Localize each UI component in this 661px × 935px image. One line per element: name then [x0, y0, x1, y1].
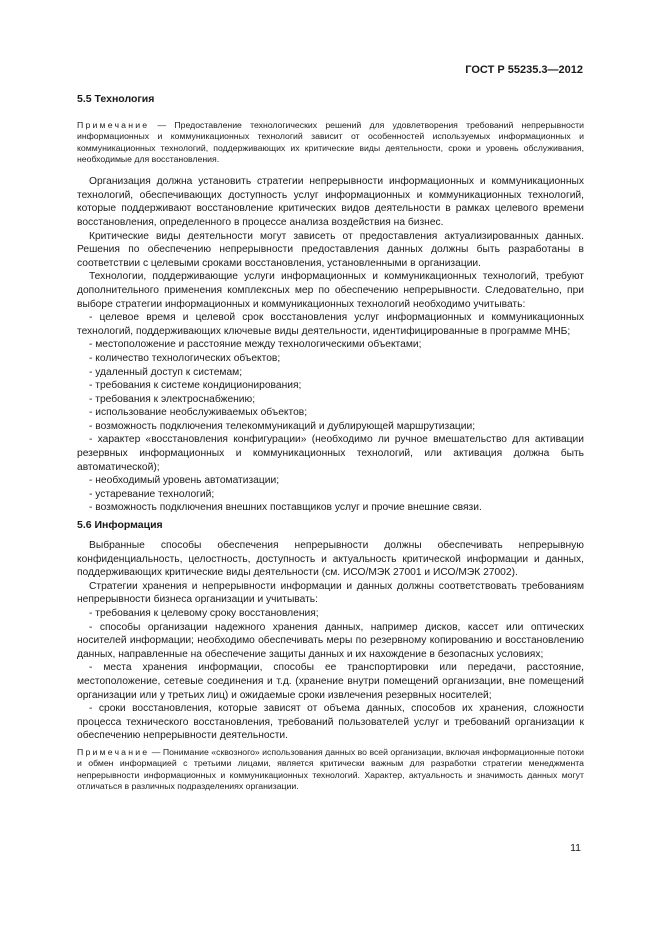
list-item: - требования к целевому сроку восстановления;	[89, 608, 319, 619]
note-text: — Предоставление технологических решений для удовлетворения требований непрерывности информационных и коммуникационных технологий зависит от особенностей используемых информационных и коммуникационных технологий, поддерживающих их критические виды деятельности, сроки и уровень обслуживания, необходимые для восстановления.	[77, 120, 584, 164]
list-item: - требования к электроснабжению;	[89, 393, 256, 405]
list-item: - местоположение и расстояние между технологическими объектами;	[89, 339, 422, 351]
paragraph: Стратегии хранения и непрерывности информации и данных должны соответствовать требованиям непрерывности бизнеса организации и учитывать:	[77, 580, 584, 606]
section-heading-technology: 5.5 Технология	[77, 93, 155, 105]
list-item: - характер «восстановления конфигурации» (необходимо ли ручное вмешательство для активации резервных информационных и коммуникационных технологий, или активация должна быть автоматической);	[77, 434, 584, 473]
note-technology	[77, 120, 584, 165]
list-item: - необходимый уровень автоматизации;	[89, 475, 280, 487]
paragraph: Технологии, поддерживающие услуги информационных и коммуникационных технологий, требуют дополнительного применения комплексных мер по обеспечению непрерывности. Следовательно, при выборе стратегии информационных и коммуникационных технологий необходимо учитывать:	[77, 271, 584, 310]
paragraph: Выбранные способы обеспечения непрерывности должны обеспечивать непрерывную конфиденциальность, целостность, доступность и актуальность критической информации и данных, поддерживающих критические виды деятельности (см. ИСО/МЭК 27001 и ИСО/МЭК 27002).	[77, 540, 584, 579]
list-item: - способы организации надежного хранения данных, например дисков, кассет или оптических носителей информации; необходимо обеспечивать меры по резервному копированию и восстановлению данных, направленные на обеспечение защиты данных и их нахождение в безопасных условиях;	[77, 621, 584, 660]
section-heading-information: 5.6 Информация	[77, 519, 163, 532]
list-item: - устаревание технологий;	[89, 488, 215, 500]
list-item: - возможность подключения телекоммуникаций и дублирующей маршрутизации;	[89, 420, 476, 432]
paragraph: Критические виды деятельности могут зависеть от предоставления актуализированных данных. Решения по обеспечению непрерывности предоставления данных должны быть разработаны в соответствии с целевыми сроками восстановления, установленными в организации.	[77, 230, 584, 269]
note-label: Примечание	[77, 120, 150, 130]
list-item: - использование необслуживаемых объектов;	[89, 407, 308, 419]
note-information	[77, 747, 584, 792]
list-item: - возможность подключения внешних поставщиков услуг и прочие внешние связи.	[89, 502, 482, 514]
list-item: - места хранения информации, способы ее транспортировки или передачи, расстояние, местоположение, сетевые соединения и т.д. (хранение внутри помещений организации, вне помещений организации или у третьих лиц) и ожидаемые сроки извлечения резервных носителей;	[77, 662, 584, 701]
standard-number: ГОСТ Р 55235.3—2012	[465, 64, 583, 76]
page-number: 11	[570, 842, 581, 854]
list-item: - целевое время и целевой срок восстановления услуг информационных и коммуникационных технологий, поддерживающих ключевые виды деятельности, идентифицированные в программе МНБ;	[77, 312, 584, 337]
paragraph: Организация должна установить стратегии непрерывности информационных и коммуникационных технологий, обеспечивающих доступность услуг информационных и коммуникационных технологий, которые поддерживают восстановление критических видов деятельности в рамках целевого времени восстановления, определенного в процессе анализа воздействия на бизнес.	[77, 176, 584, 228]
note-text: — Понимание «сквозного» использования данных во всей организации, включая информационные потоки и обмен информацией с третьими лицами, является критически важным для разработки стратегии менеджмента непрерывности информационных и коммуникационных технологий. Характер, актуальность и значимость данных могут отличаться в различных подразделениях организации.	[77, 746, 584, 791]
page-content	[77, 92, 584, 802]
list-item: - сроки восстановления, которые зависят от объема данных, способов их хранения, сложности процесса технического восстановления, требований пользователей услуг и требований организации к обеспечению непрерывности деятельности.	[77, 703, 584, 742]
list-item: - количество технологических объектов;	[89, 352, 281, 364]
list-item: - требования к системе кондиционирования;	[89, 380, 302, 392]
list-item: - удаленный доступ к системам;	[89, 366, 243, 378]
note-label: Примечание	[77, 746, 150, 757]
